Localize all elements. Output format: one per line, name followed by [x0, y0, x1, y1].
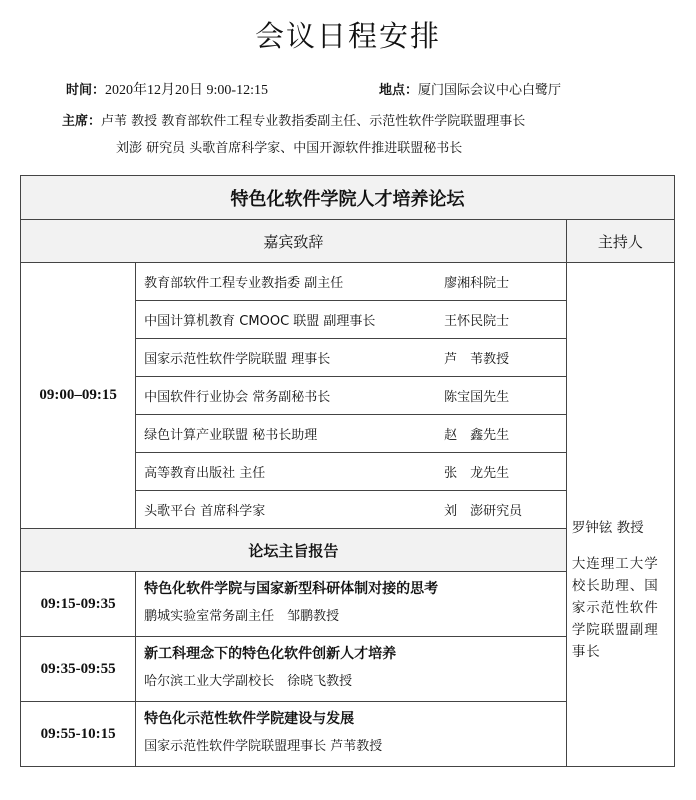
greeting-org: 中国计算机教育 CMOOC 联盟 副理事长: [144, 314, 376, 329]
page-title: 会议日程安排: [254, 19, 441, 53]
report-time: 09:15-09:35: [21, 572, 136, 637]
greeting-name: 芦 苇教授: [444, 352, 510, 367]
report-title: 新工科理念下的特色化软件创新人才培养: [144, 646, 397, 662]
greeting-header: 嘉宾致辞: [21, 220, 567, 263]
table-row: [21, 263, 675, 301]
greeting-name: 王怀民院士: [444, 314, 510, 329]
report-speaker: 国家示范性软件学院联盟理事长 芦苇教授: [144, 739, 383, 754]
host-title: 大连理工大学校长助理、国家示范性软件学院联盟副理事长: [571, 555, 659, 660]
report-content: [136, 572, 567, 637]
chair-line-1: [62, 110, 525, 129]
report-content: [136, 702, 567, 767]
report-time: 09:35-09:55: [21, 637, 136, 702]
host-header: 主持人: [566, 220, 674, 263]
greeting-org: 高等教育出版社 主任: [144, 466, 266, 481]
place-label: 地点：: [379, 83, 419, 98]
schedule-table: [20, 175, 675, 767]
greeting-item: [136, 415, 567, 453]
report-speaker: 哈尔滨工业大学副校长 徐晓飞教授: [144, 674, 353, 689]
greeting-org: 教育部软件工程专业教指委 副主任: [144, 276, 344, 291]
greeting-item: [136, 453, 567, 491]
greeting-item: [136, 491, 567, 529]
greeting-item: [136, 377, 567, 415]
greeting-org: 中国软件行业协会 常务副秘书长: [144, 390, 331, 405]
greeting-name: 张 龙先生: [444, 466, 510, 481]
host-cell: [566, 263, 674, 767]
greeting-name: 廖湘科院士: [444, 276, 510, 291]
greeting-org: 头歌平台 首席科学家: [144, 504, 266, 519]
chair-value-1: 卢苇 教授 教育部软件工程专业教指委副主任、示范性软件学院联盟理事长: [101, 114, 526, 129]
time-value: 2020年12月20日 9:00-12:15: [105, 83, 268, 98]
place-value: 厦门国际会议中心白鹭厅: [418, 83, 562, 98]
greeting-name: 赵 鑫先生: [444, 428, 510, 443]
greeting-item: [136, 339, 567, 377]
greeting-item: [136, 301, 567, 339]
greeting-name: 刘 澎研究员: [444, 504, 523, 519]
host-name: 罗钟铉 教授: [571, 519, 644, 536]
forum-title: 特色化软件学院人才培养论坛: [21, 176, 675, 220]
report-title: 特色化示范性软件学院建设与发展: [144, 711, 355, 727]
report-header: 论坛主旨报告: [21, 529, 567, 572]
meeting-time: [66, 79, 268, 99]
greeting-org: 绿色计算产业联盟 秘书长助理: [144, 428, 318, 443]
greeting-org: 国家示范性软件学院联盟 理事长: [144, 352, 331, 367]
time-label: 时间：: [66, 83, 106, 98]
chair-line-2: 刘澎 研究员 头歌首席科学家、中国开源软件推进联盟秘书长: [116, 141, 463, 156]
report-time: 09:55-10:15: [21, 702, 136, 767]
greeting-name: 陈宝国先生: [444, 390, 510, 405]
greeting-item: [136, 263, 567, 301]
report-title: 特色化软件学院与国家新型科研体制对接的思考: [144, 581, 439, 597]
greeting-time: 09:00–09:15: [21, 263, 136, 529]
report-speaker: 鹏城实验室常务副主任 邹鹏教授: [144, 609, 340, 624]
chair-label: 主席：: [62, 114, 102, 129]
meeting-place: [379, 79, 561, 98]
report-content: [136, 637, 567, 702]
